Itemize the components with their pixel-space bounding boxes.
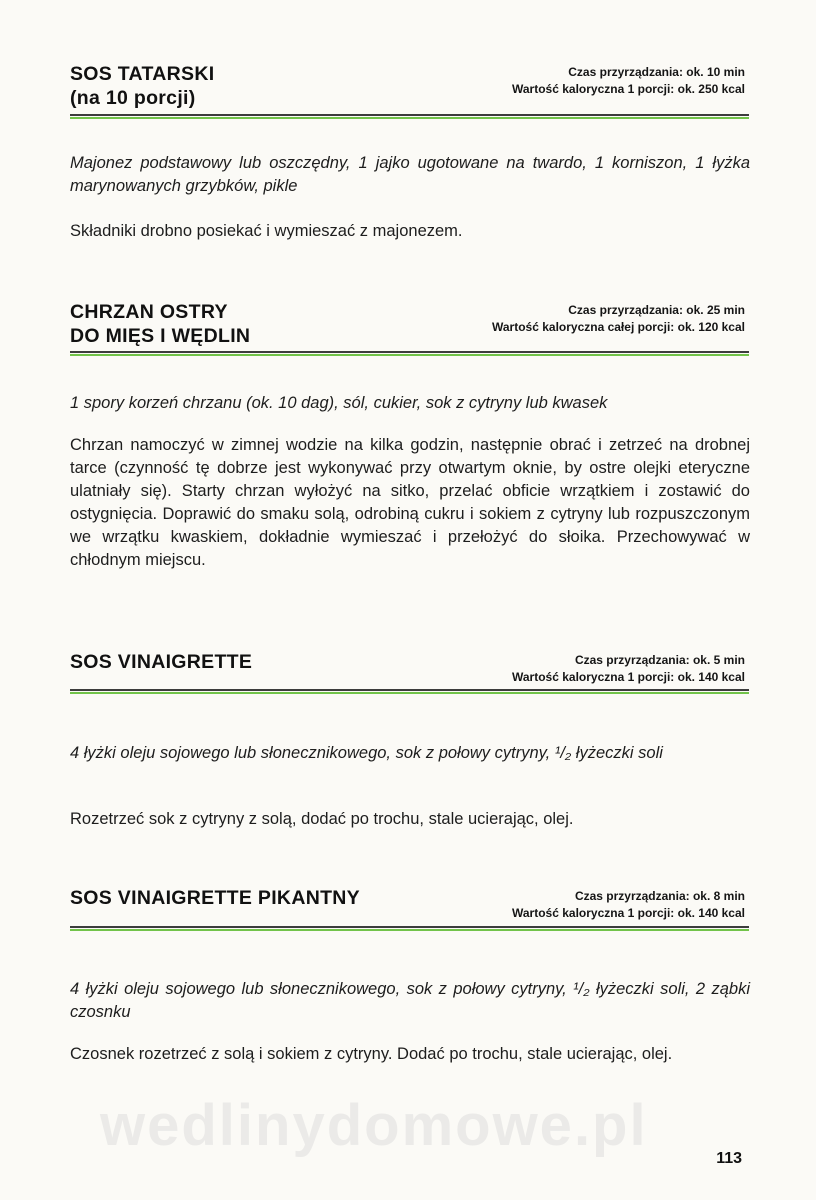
recipe-sos-vinaigrette — [70, 650, 745, 828]
recipe-chrzan-ostry — [70, 300, 750, 569]
recipe-title-line1: CHRZAN OSTRY — [70, 301, 228, 323]
recipe-header — [70, 300, 745, 352]
recipe-title — [70, 300, 250, 348]
ingredients-text: 4 łyżki oleju sojowego lub słonecznikowego, sok z połowy cytryny, ¹/₂ łyżeczki soli — [70, 744, 663, 762]
recipe-title-line1: SOS VINAIGRETTE — [70, 651, 253, 673]
ingredients-text: Majonez podstawowy lub oszczędny, 1 jajko ugotowane na twardo, 1 korniszon, 1 łyżka marynowanych grzybków, pikle — [70, 154, 750, 195]
calories: Wartość kaloryczna 1 porcji: ok. 250 kcal — [512, 82, 745, 96]
recipe-title — [70, 886, 360, 910]
prep-time: Czas przyrządzania: ok. 8 min — [574, 889, 745, 903]
method-text: Rozetrzeć sok z cytryny z solą, dodać po trochu, stale ucierając, olej. — [70, 810, 574, 828]
calories: Wartość kaloryczna całej porcji: ok. 120 kcal — [491, 320, 745, 334]
prep-time: Czas przyrządzania: ok. 10 min — [568, 65, 745, 79]
recipe-meta — [512, 64, 745, 98]
recipe-title-line2: (na 10 porcji) — [70, 87, 196, 109]
ingredients-text: 1 spory korzeń chrzanu (ok. 10 dag), sól, cukier, sok z cytryny lub kwasek — [70, 394, 608, 412]
recipe-title-line1: SOS VINAIGRETTE PIKANTNY — [70, 887, 360, 909]
recipe-meta — [492, 302, 745, 336]
calories: Wartość kaloryczna 1 porcji: ok. 140 kcal — [512, 906, 745, 920]
section-divider — [70, 114, 749, 116]
section-divider — [70, 351, 749, 353]
method-text: Chrzan namoczyć w zimnej wodzie na kilka godzin, następnie obrać i zetrzeć na drobnej tarce (czynność tę dobrze jest wykonywać przy otwartym oknie, by ostre olejki eteryczne ulatniały się). Starty chrzan wyłożyć na sitko, przelać obficie wrzątkiem i zostawić do ostygnięcia. Doprawić do smaku solą, odrobiną cukru i sokiem z cytryny lub rozpuszczonym we wrzątku kwaskiem, dokładnie wymieszać i przełożyć do słoika. Przechowywać w chłodnym miejscu. — [70, 436, 750, 569]
prep-time: Czas przyrządzania: ok. 25 min — [568, 303, 745, 317]
recipe-title — [70, 62, 214, 110]
recipe-header — [70, 62, 745, 114]
page-number: 113 — [716, 1150, 742, 1167]
calories: Wartość kaloryczna 1 porcji: ok. 140 kcal — [512, 670, 745, 684]
watermark: wedlinydomowe.pl — [100, 1093, 648, 1158]
recipe-title-line2: DO MIĘS I WĘDLIN — [70, 325, 251, 347]
ingredients-text: 4 łyżki oleju sojowego lub słonecznikowego, sok z połowy cytryny, ¹/₂ łyżeczki soli, 2 ząbki czosnku — [70, 980, 750, 1021]
recipe-sos-vinaigrette-pikantny — [70, 886, 750, 1063]
section-divider — [70, 689, 749, 691]
recipe-sos-tatarski — [70, 62, 750, 240]
prep-time: Czas przyrządzania: ok. 5 min — [574, 653, 745, 667]
recipe-meta — [512, 652, 745, 686]
method-text: Składniki drobno posiekać i wymieszać z majonezem. — [70, 222, 463, 240]
recipe-header — [70, 650, 745, 702]
method-text: Czosnek rozetrzeć z solą i sokiem z cytryny. Dodać po trochu, stale ucierając, olej. — [70, 1045, 673, 1063]
section-divider — [70, 926, 749, 928]
recipe-meta — [512, 888, 745, 922]
recipe-title-line1: SOS TATARSKI — [70, 63, 215, 85]
recipe-title — [70, 650, 252, 674]
